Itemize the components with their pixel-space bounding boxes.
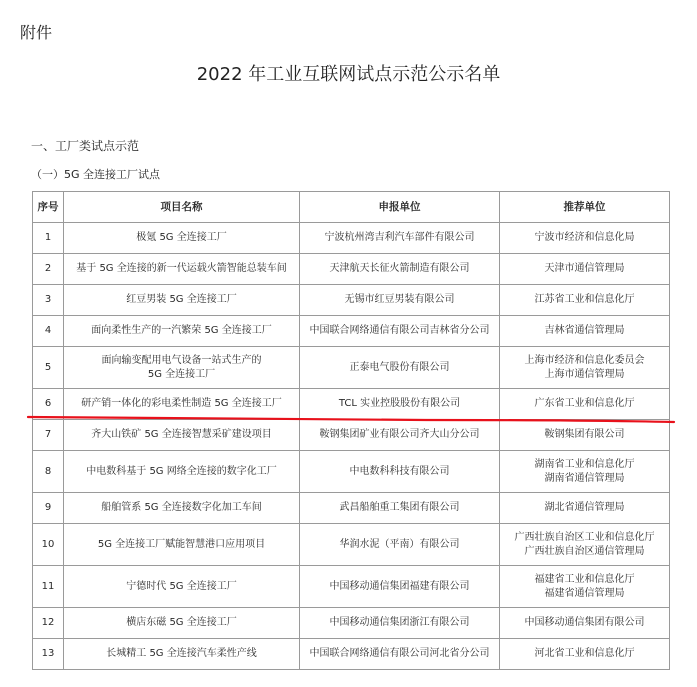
applicant-unit: 华润水泥（平南）有限公司 — [300, 524, 500, 566]
recommending-unit — [500, 493, 670, 524]
table-row — [33, 389, 670, 420]
applicant-unit: TCL 实业控股股份有限公司 — [300, 389, 500, 420]
recommending-unit-line: 湖南省通信管理局 — [544, 472, 625, 484]
recommending-unit — [500, 608, 670, 639]
project-name-line: 5G 全连接工厂赋能智慧港口应用项目 — [97, 538, 266, 550]
row-number: 2 — [33, 254, 64, 285]
project-name — [64, 285, 300, 316]
attachment-label: 附件 — [20, 23, 53, 42]
recommending-unit — [500, 285, 670, 316]
section-heading: 一、工厂类试点示范 — [31, 139, 140, 153]
row-number: 8 — [33, 451, 64, 493]
recommending-unit-line: 吉林省通信管理局 — [544, 325, 625, 336]
recommending-unit — [500, 524, 670, 566]
project-name-line: 红豆男装 5G 全连接工厂 — [126, 294, 237, 305]
applicant-unit: 无锡市红豆男装有限公司 — [300, 285, 500, 316]
project-name-line: 船舶管系 5G 全连接数字化加工车间 — [101, 502, 262, 513]
project-name-line: 中电数科基于 5G 网络全连接的数字化工厂 — [86, 465, 277, 477]
applicant-unit: 中国联合网络通信有限公司吉林省分公司 — [300, 316, 500, 347]
table-row — [33, 347, 670, 389]
applicant-unit: 中国移动通信集团福建有限公司 — [300, 566, 500, 608]
project-name — [64, 608, 300, 639]
recommending-unit-line: 广西壮族自治区通信管理局 — [524, 545, 645, 557]
project-name — [64, 639, 300, 670]
applicant-unit: 天津航天长征火箭制造有限公司 — [300, 254, 500, 285]
table-body — [33, 223, 670, 670]
row-number: 1 — [33, 223, 64, 254]
project-name — [64, 566, 300, 608]
applicant-unit: 宁波杭州湾吉利汽车部件有限公司 — [300, 223, 500, 254]
document-title: 2022 年工业互联网试点示范公示名单 — [196, 64, 501, 85]
project-name — [64, 420, 300, 451]
project-name — [64, 389, 300, 420]
row-number: 4 — [33, 316, 64, 347]
project-name — [64, 493, 300, 524]
recommending-unit-line: 中国移动通信集团有限公司 — [524, 617, 645, 628]
table-row — [33, 493, 670, 524]
table-row — [33, 566, 670, 608]
project-name — [64, 451, 300, 493]
applicant-unit: 中电数科科技有限公司 — [300, 451, 500, 493]
recommending-unit-line: 福建省通信管理局 — [544, 587, 625, 599]
recommending-unit-line: 鞍钢集团有限公司 — [544, 429, 625, 440]
recommending-unit-line: 广东省工业和信息化厅 — [534, 398, 635, 409]
table-row — [33, 524, 670, 566]
recommending-unit-line: 湖南省工业和信息化厅 — [534, 458, 635, 470]
col-header-project: 项目名称 — [64, 192, 300, 223]
project-name-line: 面向输变配用电气设备一站式生产的 — [101, 354, 262, 366]
project-name-line: 5G 全连接工厂 — [147, 368, 216, 380]
project-name-line: 横店东磁 5G 全连接工厂 — [126, 617, 237, 628]
project-name-line: 长城精工 5G 全连接汽车柔性产线 — [106, 648, 257, 659]
project-name-line: 面向柔性生产的一汽繁荣 5G 全连接工厂 — [91, 325, 272, 336]
subsection-heading: （一）5G 全连接工厂试点 — [31, 168, 161, 181]
row-number: 10 — [33, 524, 64, 566]
project-name-line: 齐大山铁矿 5G 全连接智慧采矿建设项目 — [91, 429, 272, 440]
project-name-line: 基于 5G 全连接的新一代运载火箭智能总装车间 — [76, 263, 287, 274]
table-row — [33, 316, 670, 347]
table-row — [33, 223, 670, 254]
col-header-recommender: 推荐单位 — [500, 192, 670, 223]
recommending-unit — [500, 347, 670, 389]
row-number: 12 — [33, 608, 64, 639]
recommending-unit-line: 福建省工业和信息化厅 — [534, 573, 635, 585]
recommending-unit-line: 宁波市经济和信息化局 — [534, 232, 635, 243]
row-number: 5 — [33, 347, 64, 389]
applicant-unit: 正泰电气股份有限公司 — [300, 347, 500, 389]
recommending-unit-line: 河北省工业和信息化厅 — [534, 648, 635, 659]
row-number: 6 — [33, 389, 64, 420]
table-row — [33, 285, 670, 316]
row-number: 11 — [33, 566, 64, 608]
table-row — [33, 639, 670, 670]
pilot-list-table — [32, 191, 670, 670]
recommending-unit — [500, 451, 670, 493]
recommending-unit — [500, 420, 670, 451]
table-header-row — [33, 192, 670, 223]
project-name-line: 宁德时代 5G 全连接工厂 — [126, 580, 237, 592]
project-name — [64, 223, 300, 254]
row-number: 9 — [33, 493, 64, 524]
recommending-unit — [500, 639, 670, 670]
applicant-unit: 中国联合网络通信有限公司河北省分公司 — [300, 639, 500, 670]
recommending-unit-line: 上海市经济和信息化委员会 — [524, 354, 645, 366]
applicant-unit: 中国移动通信集团浙江有限公司 — [300, 608, 500, 639]
col-header-no: 序号 — [33, 192, 64, 223]
project-name — [64, 316, 300, 347]
table-row — [33, 608, 670, 639]
project-name — [64, 524, 300, 566]
project-name-line: 极氪 5G 全连接工厂 — [136, 232, 227, 243]
applicant-unit: 鞍钢集团矿业有限公司齐大山分公司 — [300, 420, 500, 451]
recommending-unit — [500, 223, 670, 254]
project-name — [64, 254, 300, 285]
recommending-unit-line: 湖北省通信管理局 — [544, 502, 625, 513]
row-number: 7 — [33, 420, 64, 451]
row-number: 13 — [33, 639, 64, 670]
recommending-unit-line: 广西壮族自治区工业和信息化厅 — [514, 531, 655, 543]
recommending-unit-line: 上海市通信管理局 — [544, 368, 625, 380]
project-name — [64, 347, 300, 389]
table-row — [33, 451, 670, 493]
table-row — [33, 420, 670, 451]
project-name-line: 研产销一体化的彩电柔性制造 5G 全连接工厂 — [81, 398, 282, 409]
recommending-unit — [500, 254, 670, 285]
recommending-unit — [500, 316, 670, 347]
row-number: 3 — [33, 285, 64, 316]
applicant-unit: 武昌船舶重工集团有限公司 — [300, 493, 500, 524]
table-row — [33, 254, 670, 285]
recommending-unit — [500, 566, 670, 608]
col-header-applicant: 申报单位 — [300, 192, 500, 223]
recommending-unit — [500, 389, 670, 420]
recommending-unit-line: 天津市通信管理局 — [544, 263, 625, 274]
recommending-unit-line: 江苏省工业和信息化厅 — [534, 294, 635, 305]
